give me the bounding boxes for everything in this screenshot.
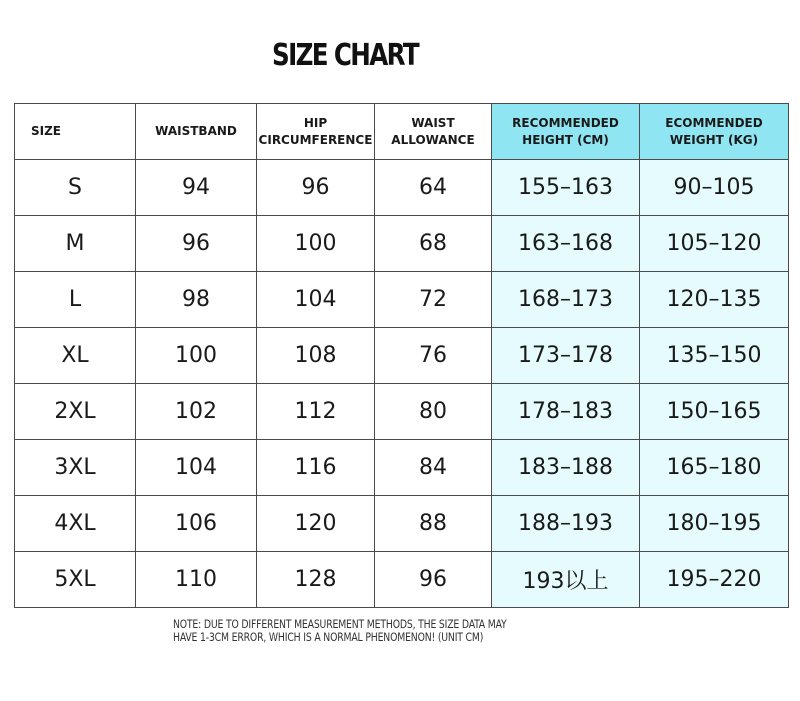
cell-hip: 112 [257, 384, 375, 440]
cell-size: M [15, 216, 136, 272]
cell-size: 5XL [15, 552, 136, 608]
cell-size: XL [15, 328, 136, 384]
table-row [15, 272, 789, 328]
table-row [15, 440, 789, 496]
header-recommended-height: RECOMMENDED HEIGHT (CM) [492, 104, 640, 160]
cell-hip: 96 [257, 160, 375, 216]
table-row [15, 328, 789, 384]
cell-height: 155–163 [492, 160, 640, 216]
cell-hip: 104 [257, 272, 375, 328]
cell-waistband: 94 [136, 160, 257, 216]
note-line-2: HAVE 1-3CM ERROR, WHICH IS A NORMAL PHENOMENON! (UNIT CM) [173, 630, 484, 644]
cell-size: S [15, 160, 136, 216]
cell-height: 178–183 [492, 384, 640, 440]
cell-weight: 135–150 [640, 328, 789, 384]
header-hip-circumference: HIP CIRCUMFERENCE [257, 104, 375, 160]
cell-hip: 108 [257, 328, 375, 384]
header-size: SIZE [15, 104, 136, 160]
cell-hip: 100 [257, 216, 375, 272]
cell-waist-allowance: 72 [375, 272, 492, 328]
page-title: SIZE CHART [272, 38, 418, 73]
size-chart-table [14, 103, 789, 608]
cell-height: 163–168 [492, 216, 640, 272]
cell-waist-allowance: 84 [375, 440, 492, 496]
cell-size: 4XL [15, 496, 136, 552]
cell-waistband: 104 [136, 440, 257, 496]
header-waistband: WAISTBAND [136, 104, 257, 160]
cell-hip: 128 [257, 552, 375, 608]
cell-weight: 150–165 [640, 384, 789, 440]
note-line-1: NOTE: DUE TO DIFFERENT MEASUREMENT METHODS, THE SIZE DATA MAY [173, 617, 507, 631]
header-recommended-weight: ECOMMENDED WEIGHT (KG) [640, 104, 789, 160]
header-waist-allowance: WAIST ALLOWANCE [375, 104, 492, 160]
cell-waistband: 96 [136, 216, 257, 272]
cell-waistband: 102 [136, 384, 257, 440]
table-row [15, 384, 789, 440]
cell-size: L [15, 272, 136, 328]
cell-waist-allowance: 76 [375, 328, 492, 384]
table-row [15, 216, 789, 272]
cell-height: 168–173 [492, 272, 640, 328]
measurement-note [173, 618, 605, 644]
cell-waist-allowance: 68 [375, 216, 492, 272]
cell-size: 2XL [15, 384, 136, 440]
cell-hip: 120 [257, 496, 375, 552]
cell-waist-allowance: 64 [375, 160, 492, 216]
cell-height: 193以上 [492, 552, 640, 608]
table-row [15, 552, 789, 608]
cell-height: 188–193 [492, 496, 640, 552]
cell-size: 3XL [15, 440, 136, 496]
cell-weight: 195–220 [640, 552, 789, 608]
cell-weight: 165–180 [640, 440, 789, 496]
cell-weight: 90–105 [640, 160, 789, 216]
cell-waist-allowance: 96 [375, 552, 492, 608]
cell-weight: 180–195 [640, 496, 789, 552]
cell-waistband: 98 [136, 272, 257, 328]
cell-waistband: 100 [136, 328, 257, 384]
cell-hip: 116 [257, 440, 375, 496]
table-body [15, 160, 789, 608]
cell-waistband: 106 [136, 496, 257, 552]
cell-waist-allowance: 88 [375, 496, 492, 552]
cell-waistband: 110 [136, 552, 257, 608]
cell-weight: 120–135 [640, 272, 789, 328]
header-row [15, 104, 789, 160]
table-row [15, 496, 789, 552]
cell-weight: 105–120 [640, 216, 789, 272]
table-row [15, 160, 789, 216]
cell-height: 173–178 [492, 328, 640, 384]
cell-height: 183–188 [492, 440, 640, 496]
cell-waist-allowance: 80 [375, 384, 492, 440]
